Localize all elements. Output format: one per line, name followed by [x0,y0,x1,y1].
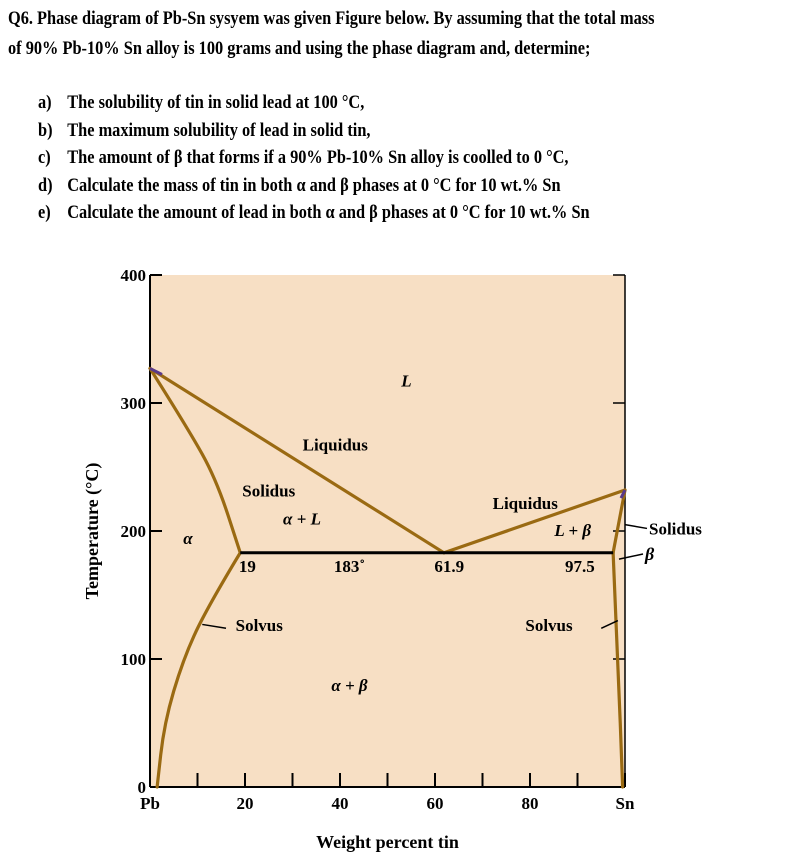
y-tick-label: 100 [120,650,146,669]
x-tick-label: 40 [331,794,349,813]
region-label: α + β [331,676,368,695]
x-tick-label: 80 [521,794,539,813]
beta-outside-label: β [645,544,655,565]
part-text: The solubility of tin in solid lead at 100 °C, [67,92,365,113]
x-axis-title: Weight percent tin [316,832,459,852]
x-tick-label: 20 [236,794,254,813]
part-label: c) [38,147,51,168]
part-text: Calculate the mass of tin in both α and β phases at 0 °C for 10 wt.% Sn [67,174,561,196]
region-label: Liquidus [492,494,558,514]
region-label: 183˚ [333,556,366,576]
region-label: 19 [238,556,256,576]
region-label: α [183,528,193,548]
part-label: d) [38,174,53,196]
region-label: 97.5 [565,556,595,576]
part-label: e) [38,202,51,223]
region-label: Solvus [235,615,283,635]
x-tick-label: 60 [426,794,444,813]
region-label: L + β [554,521,592,541]
y-tick-label: 400 [120,266,146,285]
x-tick-label: Pb [140,794,160,813]
y-tick-label: 200 [120,522,146,541]
region-label: α + L [283,509,321,529]
part-text: Calculate the amount of lead in both α and β phases at 0 °C for 10 wt.% Sn [67,202,590,223]
region-label: Liquidus [302,435,368,455]
solidus-outside-leader [625,525,647,529]
region-label: Solvus [525,615,573,635]
part-text: The maximum solubility of lead in solid tin, [67,119,371,141]
question-line-1: Q6. Phase diagram of Pb-Sn sysyem was given Figure below. By assuming that the total mass [8,8,655,29]
part-label: a) [38,92,52,113]
part-label: b) [38,119,53,141]
y-tick-label: 300 [120,394,146,413]
x-tick-label: Sn [615,794,635,813]
question-line-2: of 90% Pb-10% Sn alloy is 100 grams and using the phase diagram and, determine; [8,38,591,59]
region-label: Solidus [242,481,296,501]
region-label: 61.9 [434,556,465,576]
solidus-outside-label: Solidus [649,519,702,539]
y-tick-label: 0 [137,778,146,797]
region-label: L [401,371,412,391]
part-text: The amount of β that forms if a 90% Pb-10% Sn alloy is coolled to 0 °C, [67,147,569,168]
y-axis-title: Temperature (°C) [82,462,102,600]
